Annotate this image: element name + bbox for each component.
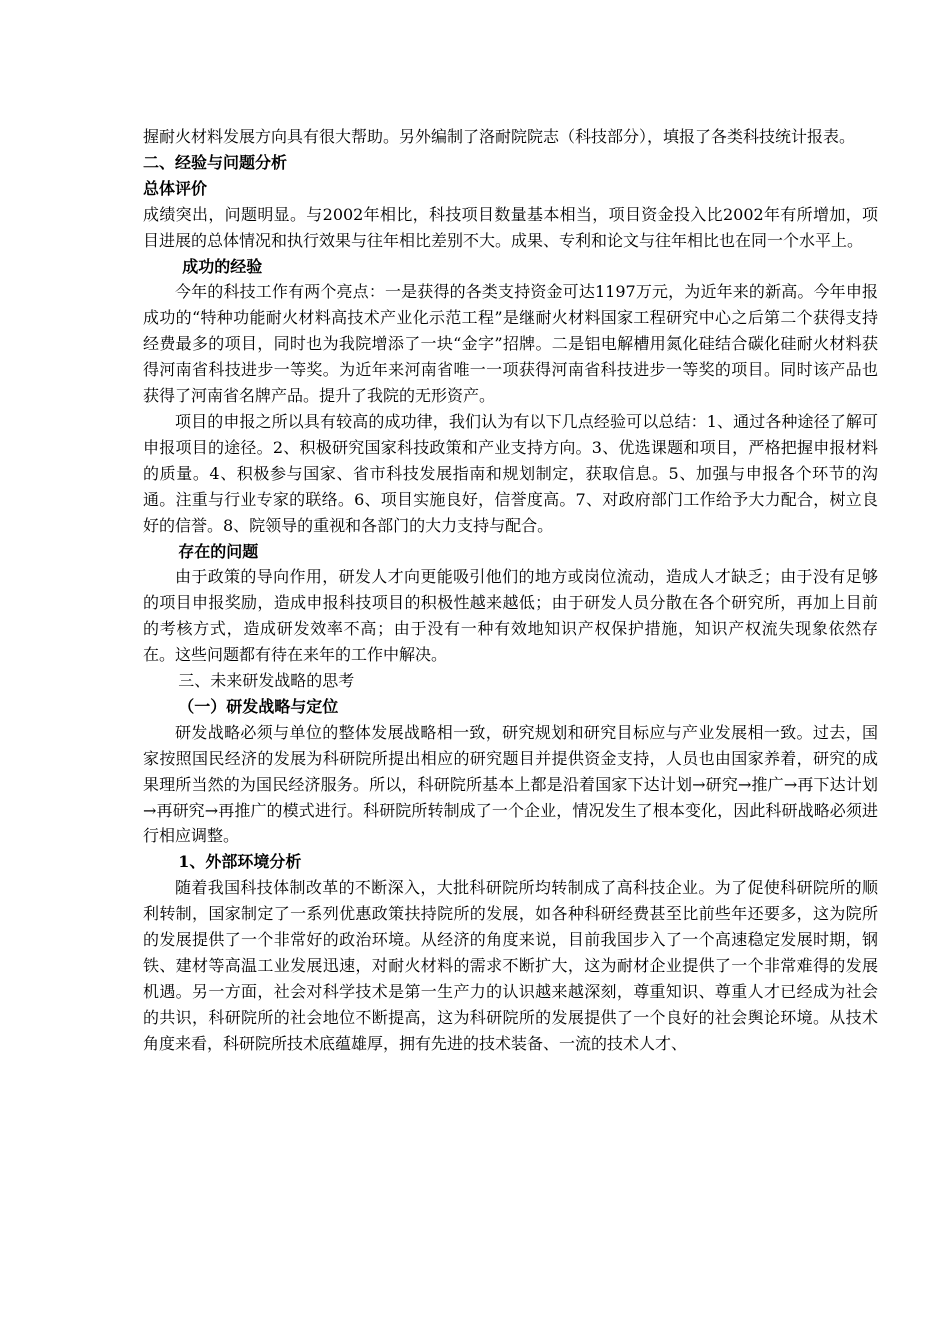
paragraph-strategy: 研发战略必须与单位的整体发展战略相一致，研究规划和研究目标应与产业发展相一致。过去，国家按照国民经济的发展为科研院所提出相应的研究题目并提供资金支持，人员也由国家养着，研究的成果理所当然的为国民经济服务。所以，科研院所基本上都是沿着国家下达计划→研究→推广→再下达计划→再研究→再推广的模式进行。科研院所转制成了一个企业，情况发生了根本变化，因此科研战略必须进行相应调整。	[143, 722, 878, 846]
section-heading-experience: 二、经验与问题分析	[143, 152, 288, 172]
document-body	[143, 124, 878, 1057]
paragraph-lessons: 项目的申报之所以具有较高的成功律，我们认为有以下几点经验可以总结：1、通过各种途径了解可申报项目的途径。2、积极研究国家科技政策和产业支持方向。3、优选课题和项目，严格把握申报材料的质量。4、积极参与国家、省市科技发展指南和规划制定，获取信息。5、加强与申报各个环节的沟通。注重与行业专家的联络。6、项目实施良好，信誉度高。7、对政府部门工作给予大力配合，树立良好的信誉。8、院领导的重视和各部门的大力支持与配合。	[143, 411, 878, 535]
paragraph-overall-evaluation: 成绩突出，问题明显。与2002年相比，科技项目数量基本相当，项目资金投入比2002年有所增加，项目进展的总体情况和执行效果与往年相比差别不大。成果、专利和论文与往年相比也在同一个水平上。	[143, 204, 878, 250]
paragraph-external-environment: 随着我国科技体制改革的不断深入，大批科研院所均转制成了高科技企业。为了促使科研院所的顺利转制，国家制定了一系列优惠政策扶持院所的发展，如各种科研经费甚至比前些年还要多，这为院所的发展提供了一个非常好的政治环境。从经济的角度来说，目前我国步入了一个高速稳定发展时期，钢铁、建材等高温工业发展迅速，对耐火材料的需求不断扩大，这为耐材企业提供了一个非常难得的发展机遇。另一方面，社会对科学技术是第一生产力的认识越来越深刻，尊重知识、尊重人才已经成为社会的共识，科研院所的社会地位不断提高，这为科研院所的发展提供了一个良好的社会舆论环境。从技术角度来看，科研院所技术底蕴雄厚，拥有先进的技术装备、一流的技术人才、	[143, 878, 878, 1053]
paragraph-problems: 由于政策的导向作用，研发人才向更能吸引他们的地方或岗位流动，造成人才缺乏；由于没有足够的项目申报奖励，造成申报科技项目的积极性越来越低；由于研发人员分散在各个研究所，再加上目前的考核方式，造成研发效率不高；由于没有一种有效地知识产权保护措施，知识产权流失现象依然存在。这些问题都有待在来年的工作中解决。	[143, 567, 878, 665]
subheading-problems: 存在的问题	[178, 541, 259, 561]
paragraph-continuation: 握耐火材料发展方向具有很大帮助。另外编制了洛耐院院志（科技部分），填报了各类科技统计报表。	[143, 127, 856, 146]
subheading-strategy-positioning: （一）研发战略与定位	[178, 696, 339, 716]
section-heading-strategy: 三、未来研发战略的思考	[178, 671, 355, 691]
subheading-overall-evaluation: 总体评价	[143, 178, 208, 198]
paragraph-highlights: 今年的科技工作有两个亮点：一是获得的各类支持资金可达1197万元，为近年来的新高。今年申报成功的“特种功能耐火材料高技术产业化示范工程”是继耐火材料国家工程研究中心之后第二个获得支持经费最多的项目，同时也为我院增添了一块“金字”招牌。二是铝电解槽用氮化硅结合碳化硅耐火材料获得河南省科技进步一等奖。为近年来河南省唯一一项获得河南省科技进步一等奖的项目。同时该产品也获得了河南省名牌产品。提升了我院的无形资产。	[143, 282, 878, 406]
subheading-success-experience: 成功的经验	[182, 256, 263, 276]
subheading-external-environment: 1、外部环境分析	[178, 852, 302, 872]
